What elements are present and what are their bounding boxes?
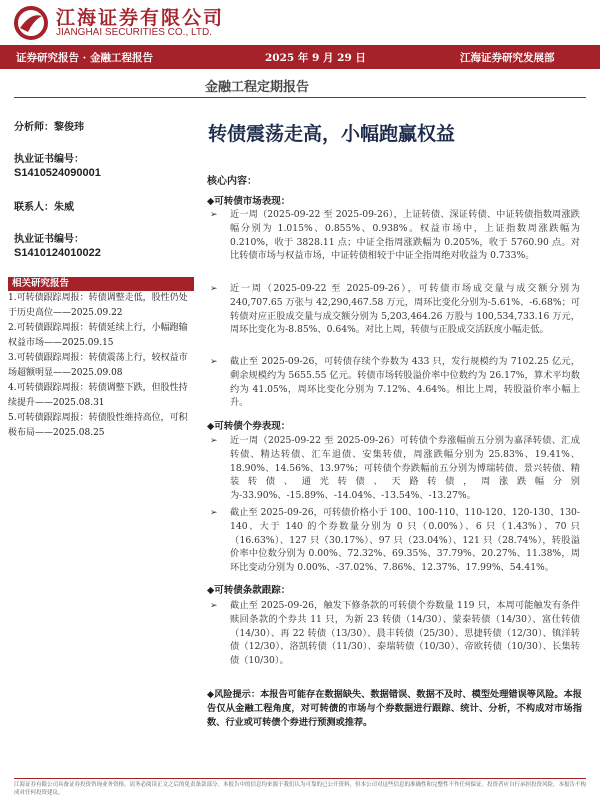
bullet-arrow-icon: ➢ [210,508,218,518]
paragraph: 截止至 2025-09-26，可转债价格小于 100、100-110、110-120、120-130、130-140、大于 140 的个券数量分别为 0 只（0.00%）、6 只（1.43%）、70 只（16.63%）、127 只（30.17%）、97 只（23.04%）、121 只（28.74%），转股溢价率中位数分别为 0.00%、72.32%、69.35%、37.79%、20.27%、11.38%，周环比变动分别为 0.00%、-37.02%、7.86%、12.37%、17.99%、54.41%。 [230,507,580,574]
header-band [0,45,600,69]
report-type: 金融工程定期报告 [205,80,310,95]
bullet-arrow-icon: ➢ [210,284,218,294]
risk-warning: ◆风险提示：本报告可能存在数据缺失、数据错误、数据不及时、模型处理错误等风险。本报告仅从金融工程角度，对可转债的市场与个券数据进行跟踪、统计、分析，不构成对市场指数、行业或可转债个券进行预测或推荐。 [207,689,582,728]
footer-disclaimer: 江海证券有限公司具备证券投资咨询业务资格。请务必阅读正文之后的免责条款部分。本报告中的信息均来源于我们认为可靠的已公开资料，但本公司对这些信息的准确性和完整性不作任何保证。投资者应自行承担投资风险，本报告不构成对任何投资建议。 [14,782,587,796]
paragraph: 近一周（2025-09-22 至 2025-09-26），可转债市场成交量与成交额分别为 240,707.65 万张与 42,290,467.58 万元，周环比变化分别为-5.61%、-6.68%；可转债对应正股成交量与成交额分别为 5,203,464.26 万股与 100,534,733.16 万元，周环比变化为-8.85%、0.64%。对比上周，转债与正股成交活跃度小幅走低。 [230,283,580,336]
report-category: 证券研究报告 · 金融工程报告 [16,52,153,64]
contact-label: 联系人： [14,202,54,213]
bullet-arrow-icon: ➢ [210,210,218,220]
cert2-label: 执业证书编号： [14,234,84,245]
related-report-item[interactable]: 3.可转债跟踪周报：转债震荡上行，较权益市场超额明显——2025.09.08 [8,353,188,378]
report-date: 2025 年 9 月 29 日 [265,52,366,64]
footer-divider [14,778,586,779]
section-market-performance: ◆可转债市场表现： [207,196,291,207]
cert1-label: 执业证书编号： [14,154,84,165]
analyst-name: 黎俊玮 [54,122,84,133]
paragraph: 截止至 2025-09-26，触发下修条款的可转债个券数量 119 只，本周可能触发有条件赎回条款的个券共 11 只，为新 23 转债（14/30）、蒙泰转债（14/30）、富仕转债（14/30）、再 22 转债（13/30）、晨丰转债（25/30）、思捷转债（12/30）、镇洋转债（12/30）、洛凯转债（11/30）、泰瑞转债（10/30）、帝欧转债（10/30）、长集转债（10/30）。 [230,600,580,667]
research-dept: 江海证券研究发展部 [460,52,555,64]
company-name-cn: 江海证券有限公司 [56,7,225,29]
section-bond-performance: ◆可转债个券表现： [207,421,291,432]
bullet-arrow-icon: ➢ [210,436,218,446]
related-report-item[interactable]: 5.可转债跟踪周报：转债股性维持高位，可积极布局——2025.08.25 [8,413,188,438]
paragraph: 近一周（2025-09-22 至 2025-09-26）可转债个券涨幅前五分别为嘉泽转债、汇成转债、精达转债、汇车退债、安集转债，周涨跌幅分别为 25.83%、19.41%、18.90%、14.56%、13.97%；可转债个券跌幅前五分别为博瑞转债、景兴转债、精装转债、通光转债、天路转债，周涨跌幅分别为-33.90%、-15.89%、-14.04%、-13.54%、-13.27%。 [230,435,580,502]
analyst-panel [14,110,190,259]
page-title: 转债震荡走高，小幅跑赢权益 [208,123,456,145]
related-reports-list [8,291,190,441]
analyst-label: 分析师： [14,122,54,133]
bullet-arrow-icon: ➢ [210,601,218,611]
company-logo-icon [14,6,48,40]
contact-name: 朱威 [54,202,74,213]
related-report-item[interactable]: 4.可转债跟踪周报：转债调整下跌，但股性持续提升——2025.08.31 [8,383,188,408]
paragraph: 近一周（2025-09-22 至 2025-09-26），上证转债、深证转债、中证转债指数周涨跌幅分别为 1.015%、0.855%、0.938%。权益市场中，上证指数周涨跌幅为 0.210%，收于 3828.11 点；中证全指周涨跌幅为 0.205%，收于 5760.90 点。对比转债市场与权益市场，中证转债相较于中证全指周绝对收益为 0.733%。 [230,209,580,262]
core-content-label: 核心内容： [207,176,257,187]
company-name-en: JIANGHAI SECURITIES CO., LTD. [56,27,212,38]
cert1-code: S1410524090001 [14,167,101,179]
divider [14,97,586,98]
related-report-item[interactable]: 2.可转债跟踪周报：转债延续上行，小幅跑输权益市场——2025.09.15 [8,323,188,348]
related-report-item[interactable]: 1.可转债跟踪周报：转债调整走低，股性仍处于历史高位——2025.09.22 [8,293,188,318]
cert2-code: S1410124010022 [14,247,101,259]
bullet-arrow-icon: ➢ [210,357,218,367]
section-terms-tracking: ◆可转债条款跟踪： [207,585,291,596]
related-reports-title: 相关研究报告 [8,277,194,291]
paragraph: 截止至 2025-09-26，可转债存续个券数为 433 只，发行规模约为 7102.25 亿元，剩余规模约为 5655.55 亿元。转债市场转股溢价率中位数约为 26.17%，算术平均数约为 41.05%，周环比变化分别为 7.12%、4.64%。相比上周，转股溢价率小幅上升。 [230,356,580,409]
